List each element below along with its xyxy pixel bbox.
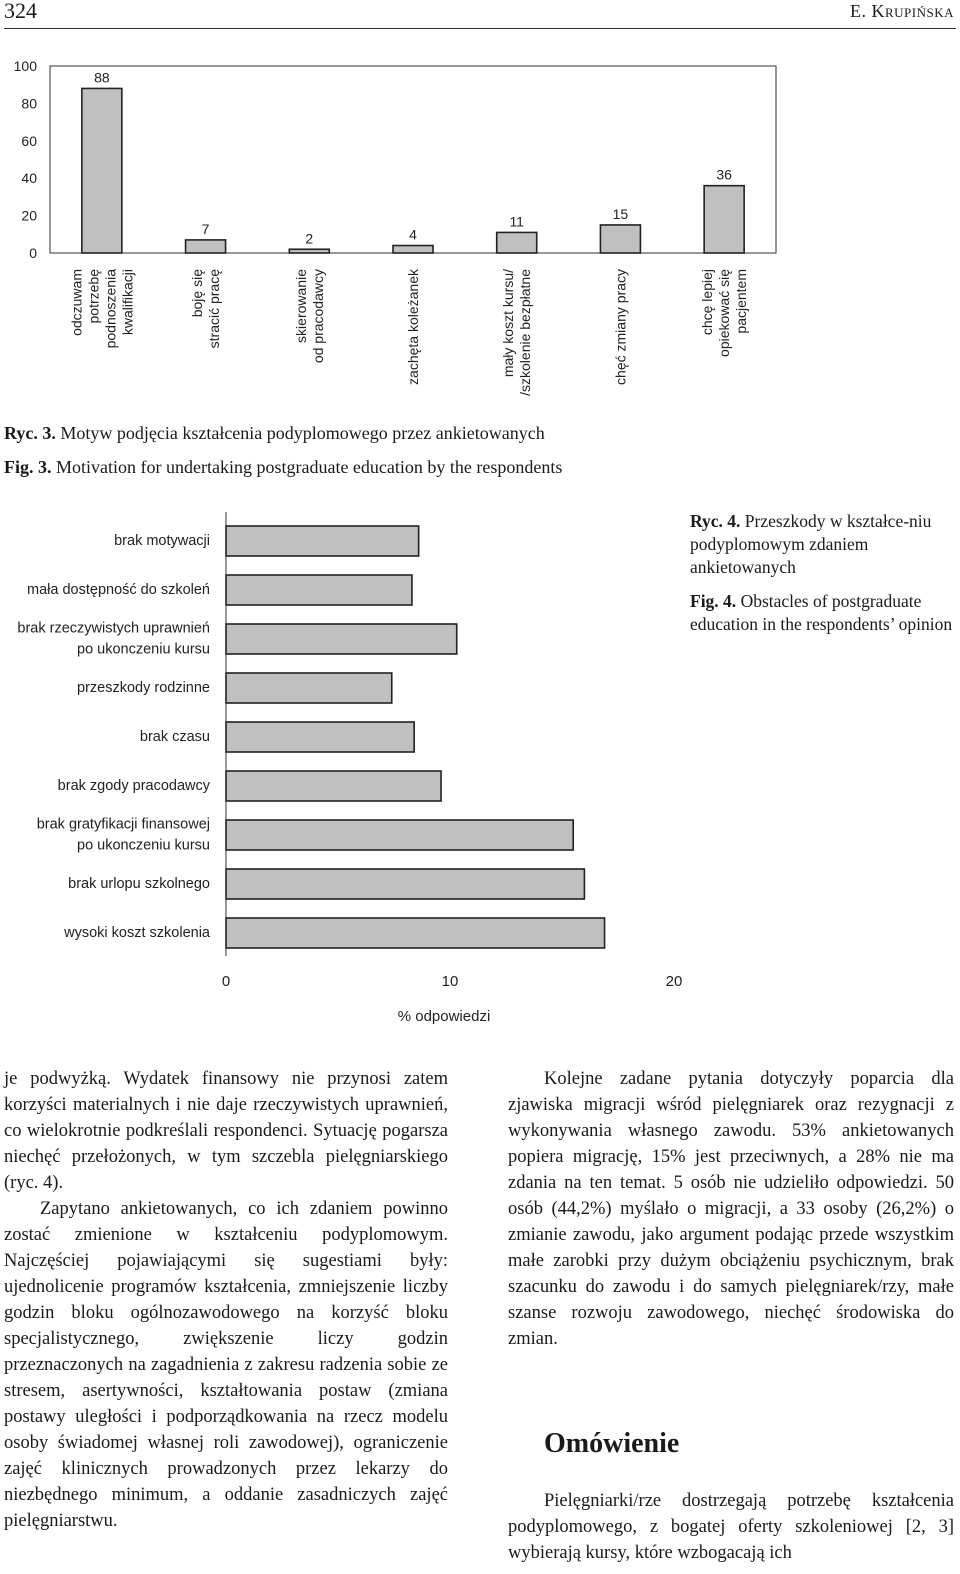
figure-3-text-pl: Motyw podjęcia kształcenia podyplomowego przez ankietowanych: [60, 423, 545, 443]
y-tick-label: brak urlopu szkolnego: [68, 876, 210, 892]
y-tick-label: brak czasu: [139, 729, 210, 745]
bar-value-label: 2: [305, 230, 314, 247]
x-tick-label-line: boję się: [189, 269, 206, 318]
section-title: Omówienie: [544, 1428, 680, 1459]
figure-3-caption-pl: [4, 422, 545, 444]
x-tick-label: [699, 269, 749, 357]
x-tick-label-line: podnoszenia: [102, 269, 119, 349]
bar: [393, 246, 433, 253]
x-tick-label-line: zachęta koleżanek: [405, 269, 421, 385]
figure-3-text-en: Motivation for undertaking postgraduate education by the respondents: [56, 457, 563, 477]
bar: [82, 88, 122, 253]
paragraph: Kolejne zadane pytania dotyczyły poparcia dla zjawiska migracji wśród pielęgniarek oraz rezygnacji z wykonywania własnego zawodu. 53% ankietowanych popiera migrację, 15% jest przeciwnych, a 28% nie ma zdania na ten temat. 5 osób nie udzieliło odpowiedzi. 50 osób (44,2%) myślało o migracji, a 33 osoby (26,2%) o zmianie zawodu, jako argument podając przede wszystkim małe zarobki przy dużym obciążeniu psychicznym, brak szacunku do zawodu i do samych pielęgniarek/rzy, małe szanse rozwoju zawodowego, niechęć środowiska do zmian.: [508, 1069, 954, 1349]
y-tick-label: 80: [21, 95, 37, 112]
y-tick-label: przeszkody rodzinne: [77, 680, 210, 696]
right-text-column: [508, 1066, 954, 1352]
bar: [704, 186, 744, 253]
x-tick-label: 10: [441, 973, 459, 990]
y-tick-label: po ukonczeniu kursu: [77, 837, 210, 854]
y-tick-label: brak rzeczywistych uprawnień: [17, 620, 210, 637]
bar: [226, 820, 573, 850]
figure-4-label-pl: Ryc. 4.: [690, 511, 741, 531]
x-tick-label-line: chcę lepiej: [699, 269, 716, 336]
bar-value-label: 7: [201, 220, 210, 237]
bar: [226, 673, 392, 703]
x-tick-label: [612, 269, 628, 385]
x-tick-label-line: potrzebę: [85, 269, 102, 324]
x-tick-label-line: chęć zmiany pracy: [612, 269, 629, 385]
y-tick-label: 60: [21, 132, 37, 149]
bar: [226, 575, 412, 605]
figure-4-caption-pl: [690, 510, 958, 579]
x-tick-label: [189, 269, 222, 349]
running-head-author: E. Krupińska: [849, 1, 954, 21]
x-tick-label-line: pacjentem: [733, 269, 750, 334]
bar-value-label: 4: [409, 226, 417, 243]
bar: [226, 526, 419, 556]
y-tick-label: brak motywacji: [114, 533, 210, 549]
bar: [497, 232, 537, 253]
y-tick-label: brak gratyfikacji finansowej: [36, 816, 210, 833]
paragraph: Pielęgniarki/rze dostrzegają potrzebę kształcenia podyplomowego, z bogatej oferty szkoleniowej [2, 3] wybierają kursy, które wzbogacają ich: [508, 1491, 954, 1563]
plot-frame: [50, 66, 776, 253]
figure-3-label-pl: Ryc. 3.: [4, 423, 56, 443]
paragraph: Zapytano ankietowanych, co ich zdaniem powinno zostać zmienione w kształceniu podyplomowym. Najczęściej pojawiającymi się sugestiami były: ujednolicenie programów kształcenia, zmniejszenie liczby godzin bloku ogólnozawodowego na korzyść bloku specjalistycznego, zwiększenie liczy godzin przeznaczonych na zagadnienia z zakresu radzenia sobie ze stresem, asertywności, kształtowania postaw (zmiana postawy uległości i podporządkowania na rzecz modelu osoby świadomej własnej roli zawodowej), ograniczenie zajęć klinicznych prowadzonych przez lekarzy do niezbędnego minimum, a oddanie zasadniczych zajęć pielęgniarstwu.: [4, 1199, 448, 1531]
x-tick-label-line: opiekować się: [716, 269, 733, 357]
figure-4-text-pl: Przeszkody w kształce-niu podyplomowym zdaniem ankietowanych: [690, 511, 932, 577]
x-tick-label: [405, 268, 421, 385]
y-tick-label: 100: [13, 58, 37, 74]
bar-value-label: 15: [612, 205, 629, 222]
x-axis-title: % odpowiedzi: [397, 1008, 491, 1025]
figure-3-caption-en: [4, 456, 562, 478]
y-tick-label: mała dostępność do szkoleń: [27, 582, 210, 598]
x-tick-label-line: kwalifikacji: [119, 269, 136, 336]
left-text-column: [4, 1066, 448, 1534]
figure-3-chart: [0, 40, 960, 460]
x-tick-label-line: od pracodawcy: [309, 269, 326, 364]
x-tick-label-line: stracić pracę: [206, 269, 223, 349]
figure-4-label-en: Fig. 4.: [690, 591, 737, 611]
right-text-column-continued: [508, 1488, 954, 1566]
figure-4-caption-en: [690, 590, 958, 636]
x-tick-label-line: skierowanie: [292, 269, 309, 343]
x-tick-label: [500, 269, 533, 396]
x-tick-label-line: mały koszt kursu/: [500, 269, 517, 378]
bar: [289, 249, 329, 253]
bar: [226, 771, 441, 801]
bar: [226, 624, 457, 654]
page-number: 324: [4, 0, 37, 23]
bar: [186, 240, 226, 253]
paragraph: je podwyżką. Wydatek finansowy nie przynosi zatem korzyści materialnych i nie daje rzeczywistych uprawnień, co wielokrotnie podkreślali respondenci. Sytuację pogarsza niechęć przełożonych, w tym szczebla pielęgniarskiego (ryc. 4).: [4, 1069, 448, 1193]
bar-value-label: 88: [94, 69, 110, 86]
bar: [226, 869, 584, 899]
x-tick-label-line: /szkolenie bezpłatne: [517, 269, 534, 396]
figure-4-chart: [0, 496, 690, 1036]
y-tick-label: 40: [21, 170, 37, 187]
y-tick-label: po ukonczeniu kursu: [77, 641, 210, 658]
bar: [226, 918, 605, 948]
y-tick-label: wysoki koszt szkolenia: [64, 925, 210, 941]
running-header: [4, 0, 956, 29]
figure-3-label-en: Fig. 3.: [4, 457, 52, 477]
x-tick-label: 20: [665, 973, 683, 990]
bar: [226, 722, 414, 752]
bar-value-label: 11: [509, 213, 524, 230]
bar-value-label: 36: [716, 166, 732, 183]
bar: [600, 225, 640, 253]
x-tick-label: [293, 269, 326, 363]
x-tick-label: [68, 269, 135, 349]
y-tick-label: 0: [29, 245, 37, 261]
y-tick-label: 20: [21, 207, 37, 224]
figure-4-text-en: Obstacles of postgraduate education in the respondents’ opinion: [690, 591, 953, 634]
y-tick-label: brak zgody pracodawcy: [57, 778, 210, 794]
x-tick-label: 0: [221, 973, 231, 990]
x-tick-label-line: odczuwam: [68, 269, 85, 336]
